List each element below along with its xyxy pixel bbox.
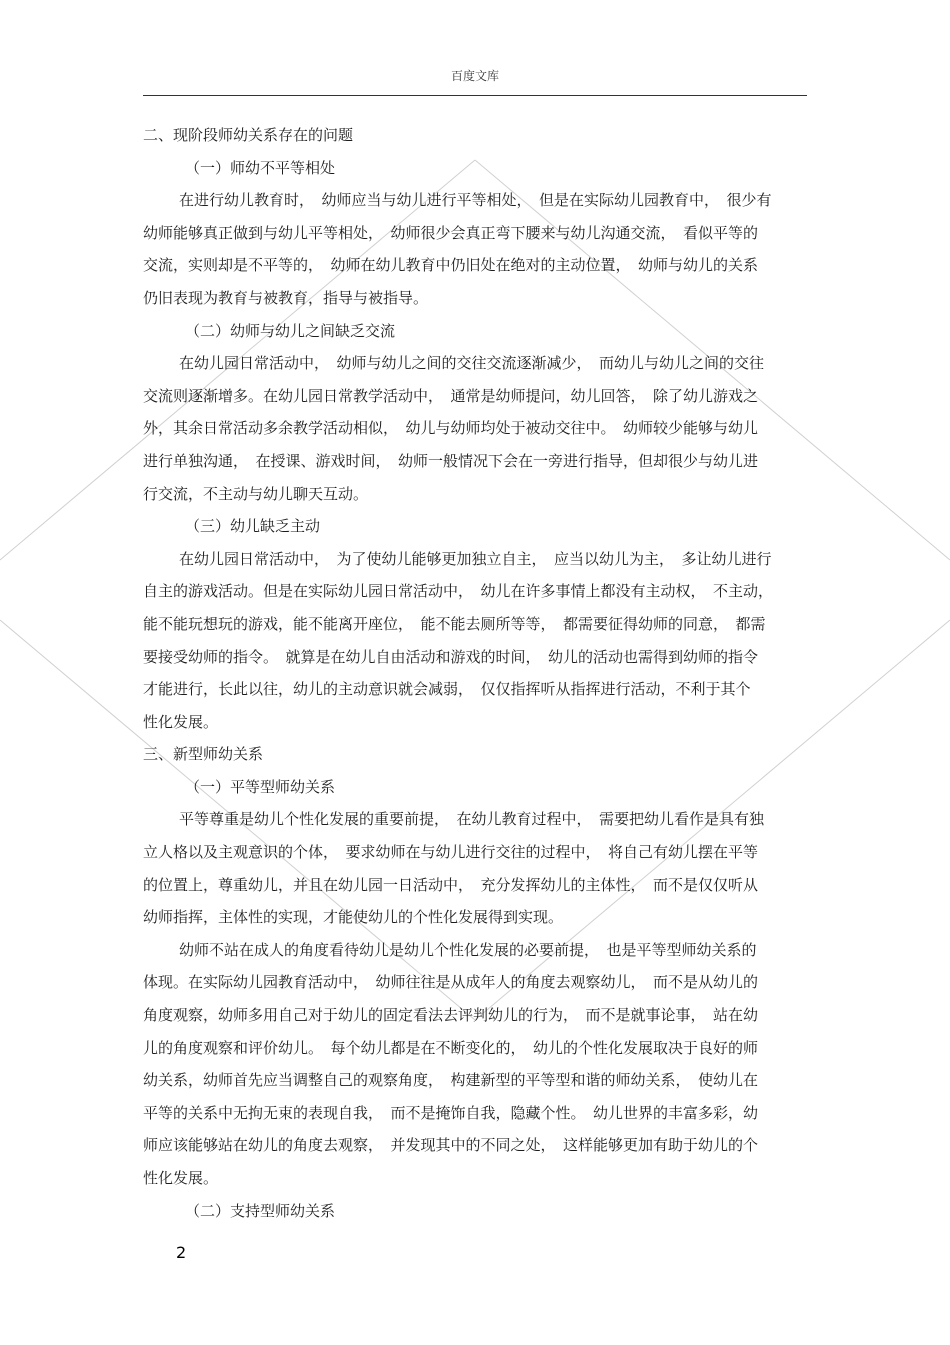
paragraph-line: 在幼儿园日常活动中， 为了使幼儿能够更加独立自主， 应当以幼儿为主， 多让幼儿进行	[179, 549, 772, 568]
paragraph-line: 交流，实则却是不平等的， 幼师在幼儿教育中仍旧处在绝对的主动位置， 幼师与幼儿的关系	[143, 256, 759, 275]
paragraph-line: 才能进行，长此以往，幼儿的主动意识就会减弱， 仅仅指挥听从指挥进行活动，不利于其个	[143, 680, 751, 699]
page-number: 2	[176, 1243, 187, 1262]
paragraph-line: 自主的游戏活动。但是在实际幼儿园日常活动中， 幼儿在许多事情上都没有主动权， 不主动，	[143, 582, 774, 601]
subsection-heading: （一）师幼不平等相处	[185, 158, 336, 177]
paragraph-line: 体现。在实际幼儿园教育活动中， 幼师往往是从成年人的角度去观察幼儿， 而不是从幼儿的	[143, 973, 759, 992]
paragraph-line: 幼关系，幼师首先应当调整自己的观察角度， 构建新型的平等型和谐的师幼关系， 使幼儿在	[143, 1071, 759, 1090]
paragraph-line: 幼师能够真正做到与幼儿平等相处， 幼师很少会真正弯下腰来与幼儿沟通交流， 看似平等的	[143, 223, 759, 242]
paragraph-line: 角度观察，幼师多用自己对于幼儿的固定看法去评判幼儿的行为， 而不是就事论事， 站在幼	[143, 1006, 759, 1025]
paragraph-line: 性化发展。	[143, 1169, 219, 1187]
paragraph-line: 的位置上，尊重幼儿，并且在幼儿园一日活动中， 充分发挥幼儿的主体性， 而不是仅仅听从	[143, 875, 759, 894]
paragraph-line: 平等尊重是幼儿个性化发展的重要前提， 在幼儿教育过程中， 需要把幼儿看作是具有独	[179, 810, 765, 829]
paragraph-line: 在进行幼儿教育时， 幼师应当与幼儿进行平等相处， 但是在实际幼儿园教育中， 很少有	[179, 191, 772, 210]
section-heading: 三、新型师幼关系	[143, 745, 264, 764]
paragraph-line: 幼师指挥，主体性的实现，才能使幼儿的个性化发展得到实现。	[143, 908, 564, 927]
paragraph-line: 外，其余日常活动多余教学活动相似， 幼儿与幼师均处于被动交往中。 幼师较少能够与幼儿	[143, 419, 759, 438]
paragraph-line: 立人格以及主观意识的个体， 要求幼师在与幼儿进行交往的过程中， 将自己有幼儿摆在平等	[143, 843, 759, 862]
paragraph-line: 性化发展。	[143, 712, 219, 731]
paragraph-line: 在幼儿园日常活动中， 幼师与幼儿之间的交往交流逐渐减少， 而幼儿与幼儿之间的交往	[179, 354, 765, 373]
paragraph-line: 进行单独沟通， 在授课、游戏时间， 幼师一般情况下会在一旁进行指导，但却很少与幼儿进	[143, 451, 759, 470]
paragraph-line: 儿的角度观察和评价幼儿。 每个幼儿都是在不断变化的， 幼儿的个性化发展取决于良好的师	[143, 1038, 759, 1057]
header-title: 百度文库	[450, 69, 499, 83]
subsection-heading: （二）幼师与幼儿之间缺乏交流	[185, 321, 396, 340]
subsection-heading: （二）支持型师幼关系	[185, 1201, 336, 1220]
subsection-heading: （三）幼儿缺乏主动	[185, 517, 321, 536]
section-heading: 二、现阶段师幼关系存在的问题	[143, 126, 354, 144]
paragraph-line: 仍旧表现为教育与被教育，指导与被指导。	[143, 288, 429, 307]
paragraph-line: 能不能玩想玩的游戏，能不能离开座位， 能不能去厕所等等， 都需要征得幼师的同意， 都需	[143, 614, 766, 633]
paragraph-line: 平等的关系中无拘无束的表现自我， 而不是掩饰自我，隐藏个性。 幼儿世界的丰富多彩，幼	[143, 1103, 759, 1122]
paragraph-line: 要接受幼师的指令。 就算是在幼儿自由活动和游戏的时间， 幼儿的活动也需得到幼师的指令	[143, 647, 759, 666]
paragraph-line: 师应该能够站在幼儿的角度去观察， 并发现其中的不同之处， 这样能够更加有助于幼儿的个	[143, 1136, 759, 1155]
subsection-heading: （一）平等型师幼关系	[185, 777, 336, 796]
paragraph-line: 幼师不站在成人的角度看待幼儿是幼儿个性化发展的必要前提， 也是平等型师幼关系的	[179, 940, 757, 959]
paragraph-line: 行交流，不主动与幼儿聊天互动。	[143, 484, 369, 503]
paragraph-line: 交流则逐渐增多。在幼儿园日常教学活动中， 通常是幼师提问，幼儿回答， 除了幼儿游戏之	[143, 386, 759, 405]
header-divider	[143, 95, 807, 96]
document-body	[143, 119, 807, 1227]
